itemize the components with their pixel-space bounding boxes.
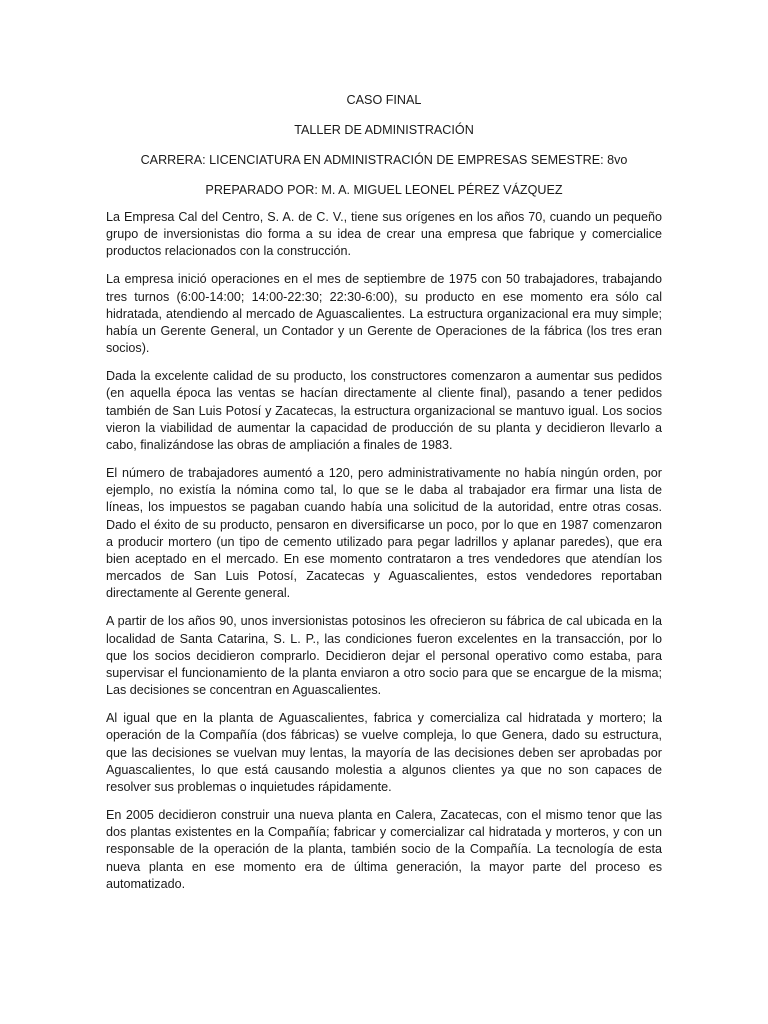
document-page <box>106 92 662 904</box>
author-line: PREPARADO POR: M. A. MIGUEL LEONEL PÉREZ VÁZQUEZ <box>205 183 563 197</box>
paragraph-expansion: Dada la excelente calidad de su producto, los constructores comenzaron a aumentar sus pedidos (en aquella época las ventas se hacían directamente al cliente final), pasando a tener pedidos también de San Luis Potosí y Zacatecas, la estructura organizacional se mantuvo igual. Los socios vieron la viabilidad de aumentar la capacidad de producción de su planta y decidieron llevarlo a cabo, finalizándose las obras de ampliación a finales de 1983. <box>106 369 662 453</box>
paragraph-start-operations: La empresa inició operaciones en el mes de septiembre de 1975 con 50 trabajadores, trabajando tres turnos (6:00-14:00; 14:00-22:30; 22:30-6:00), su producto en ese momento era sólo cal hidratada, atendiendo al mercado de Aguascalientes. La estructura organizacional era muy simple; había un Gerente General, un Contador y un Gerente de Operaciones de la fábrica (los tres eran socios). <box>106 272 662 356</box>
paragraph-workers-growth: El número de trabajadores aumentó a 120, pero administrativamente no había ningún orden, por ejemplo, no existía la nómina como tal, lo que se le daba al trabajador era firmar una lista de líneas, los impuestos se pagaban cuando había una solicitud de la autoridad, entre otras cosas. Dado el éxito de su producto, pensaron en diversificarse un poco, por lo que en 1987 comenzaron a producir mortero (un tipo de cemento utilizado para pegar ladrillos y aplanar paredes), que era bien aceptado en el mercado. En ese momento contrataron a tres vendedores que atendían los mercados de San Luis Potosí, Zacatecas y Aguascalientes, estos vendedores reportaban directamente al Gerente general. <box>106 466 662 601</box>
career-line: CARRERA: LICENCIATURA EN ADMINISTRACIÓN DE EMPRESAS SEMESTRE: 8vo <box>140 153 628 167</box>
course-title: TALLER DE ADMINISTRACIÓN <box>294 123 474 137</box>
paragraph-complexity: Al igual que en la planta de Aguascalientes, fabrica y comercializa cal hidratada y mortero; la operación de la Compañía (dos fábricas) se vuelve compleja, lo que Genera, dado su estructura, que las decisiones se vuelvan muy lentas, la mayoría de las decisiones deben ser aprobadas por Aguascalientes, lo que está causando molestia a algunos clientes ya que no son capaces de resolver sus problemas o inquietudes rápidamente. <box>106 711 662 795</box>
paragraph-calera-plant: En 2005 decidieron construir una nueva planta en Calera, Zacatecas, con el mismo tenor que las dos plantas existentes en la Compañía; fabricar y comercializar cal hidratada y morteros, y con un responsable de la operación de la planta, también socio de la Compañía. La tecnología de esta nueva planta en ese momento era de última generación, la mayor parte del proceso es automatizado. <box>106 808 662 891</box>
paragraph-origins: La Empresa Cal del Centro, S. A. de C. V., tiene sus orígenes en los años 70, cuando un pequeño grupo de inversionistas dio forma a su idea de crear una empresa que fabrique y comercialice productos relacionados con la construcción. <box>106 210 662 259</box>
case-title: CASO FINAL <box>346 93 422 107</box>
paragraph-santa-catarina: A partir de los años 90, unos inversionistas potosinos les ofrecieron su fábrica de cal ubicada en la localidad de Santa Catarina, S. L. P., las condiciones fueron excelentes en la transacción, por lo que los socios decidieron comprarlo. Decidieron dejar el personal operativo como estaba, para supervisar el funcionamiento de la planta enviaron a otro socio para que se encargue de la misma; Las decisiones se concentran en Aguascalientes. <box>106 614 662 698</box>
